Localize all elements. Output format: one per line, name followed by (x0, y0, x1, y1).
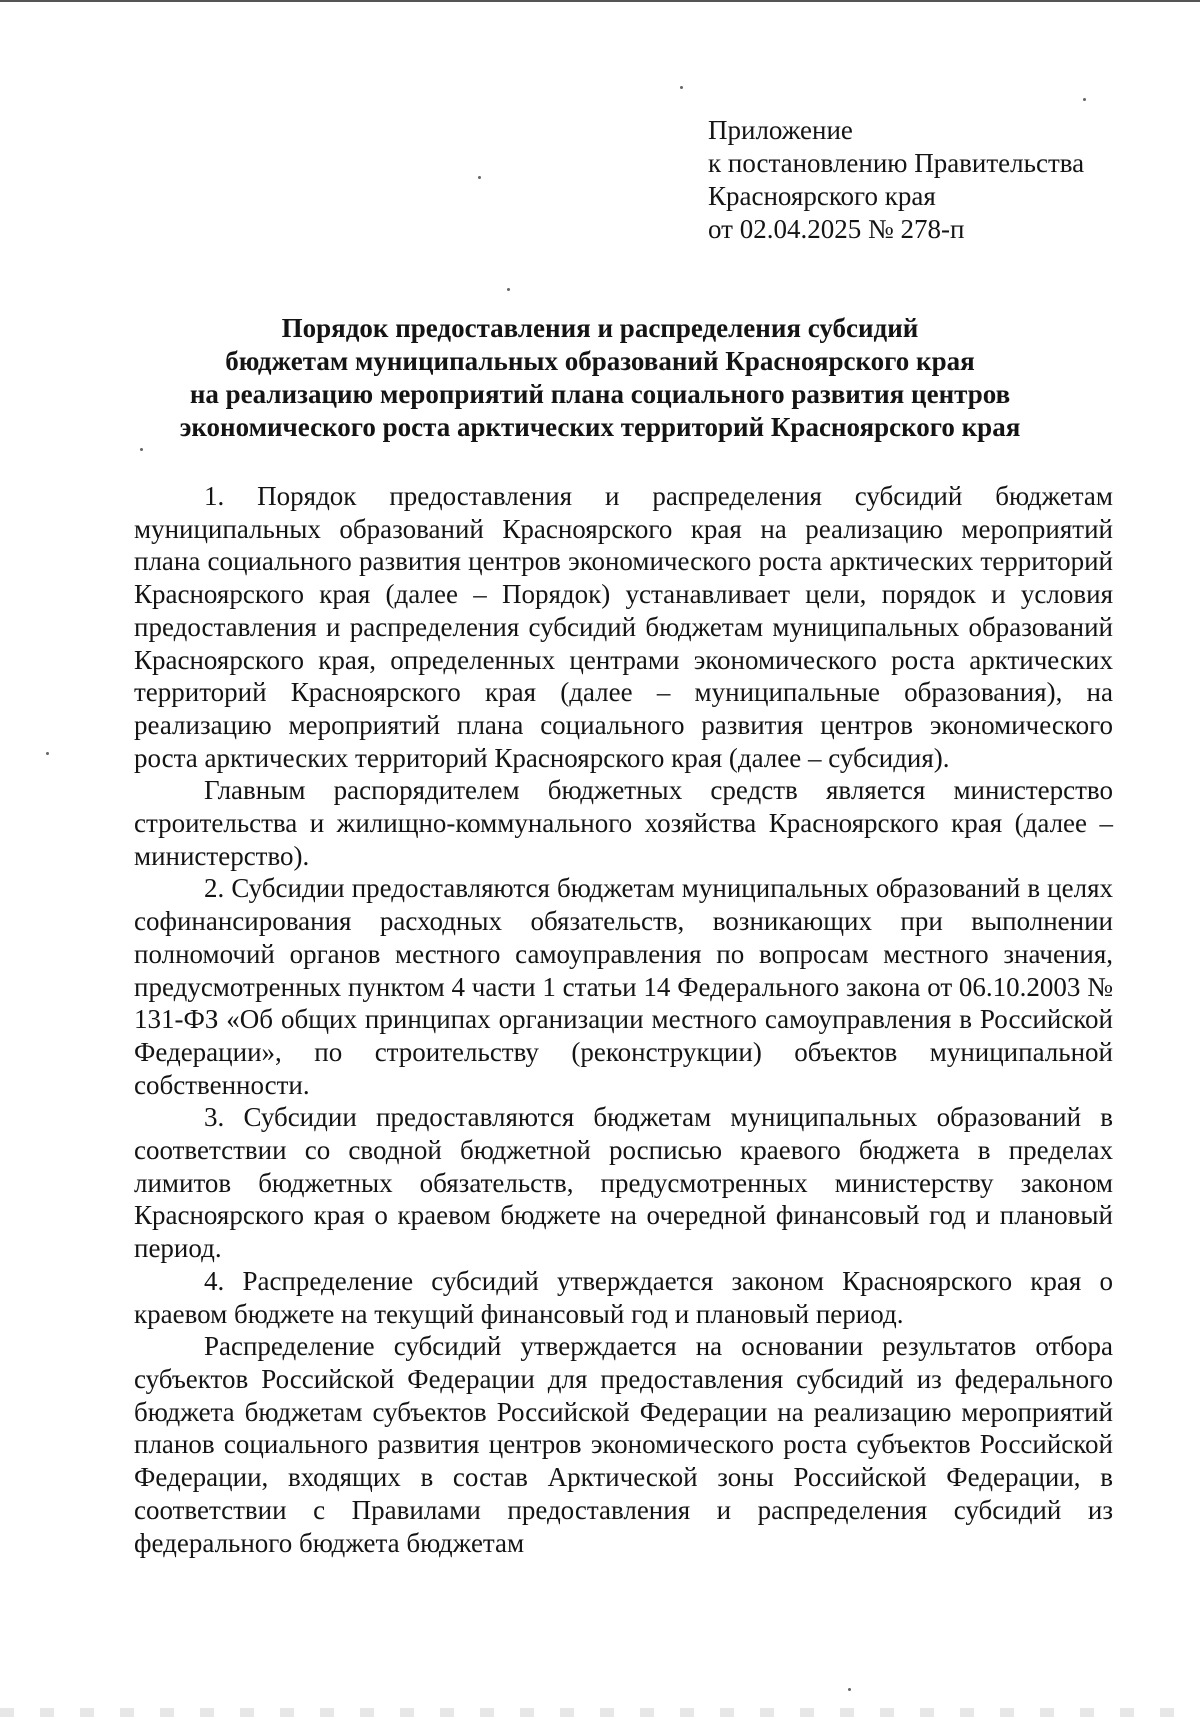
paragraph-1-continued: Главным распорядителем бюджетных средств является министерство строительства и жилищно-коммунального хозяйства Красноярского края (далее – министерство). (134, 775, 1113, 871)
appendix-block (708, 114, 1084, 246)
scan-speck (848, 1688, 851, 1691)
appendix-line: Приложение (708, 115, 853, 145)
appendix-line: от 02.04.2025 № 278-п (708, 214, 965, 244)
scan-speck (140, 448, 143, 451)
paragraph-4: 4. Распределение субсидий утверждается законом Красноярского края о краевом бюджете на текущий финансовый год и плановый период. (134, 1265, 1113, 1329)
scan-edge-line (0, 0, 1200, 2)
document-title (130, 312, 1070, 444)
title-line: на реализацию мероприятий плана социального развития центров (189, 379, 1011, 409)
paragraph-1: 1. Порядок предоставления и распределения субсидий бюджетам муниципальных образований Красноярского края на реализацию мероприятий плана социального развития центров экономического роста арктических территорий Красноярского края (далее – Порядок) устанавливает цели, порядок и условия предоставления и распределения субсидий бюджетам муниципальных образований Красноярского края, определенных центрами экономического роста арктических территорий Красноярского края (далее – муниципальные образования), на реализацию мероприятий плана социального развития центров экономического роста арктических территорий Красноярского края (далее – субсидия). (134, 481, 1113, 773)
title-line: экономического роста арктических территорий Красноярского края (179, 412, 1021, 442)
paragraph-2: 2. Субсидии предоставляются бюджетам муниципальных образований в целях софинансирования расходных обязательств, возникающих при выполнении полномочий органов местного самоуправления по вопросам местного значения, предусмотренных пунктом 4 части 1 статьи 14 Федерального закона от 06.10.2003 № 131-ФЗ «Об общих принципах организации местного самоуправления в Российской Федерации», по строительству (реконструкции) объектов муниципальной собственности. (134, 873, 1113, 1100)
document-body (134, 480, 1113, 1559)
scan-speck (1083, 98, 1086, 101)
scan-speck (478, 176, 481, 179)
paragraph-4-continued: Распределение субсидий утверждается на основании результатов отбора субъектов Российской Федерации для предоставления субсидий из федерального бюджета бюджетам субъектов Российской Федерации на реализацию мероприятий планов социального развития центров экономического роста субъектов Российской Федерации, входящих в состав Арктической зоны Российской Федерации, в соответствии с Правилами предоставления и распределения субсидий из федерального бюджета бюджетам (134, 1331, 1113, 1558)
title-line: Порядок предоставления и распределения субсидий (281, 313, 919, 343)
scan-edge-noise (0, 1708, 1200, 1717)
paragraph-3: 3. Субсидии предоставляются бюджетам муниципальных образований в соответствии со сводной бюджетной росписью краевого бюджета в пределах лимитов бюджетных обязательств, предусмотренных министерству законом Красноярского края о краевом бюджете на очередной финансовый год и плановый период. (134, 1102, 1113, 1264)
scan-speck (507, 288, 510, 291)
scan-speck (46, 752, 49, 755)
scan-speck (680, 86, 683, 89)
appendix-line: Красноярского края (708, 181, 936, 211)
title-line: бюджетам муниципальных образований Красноярского края (225, 346, 975, 376)
appendix-line: к постановлению Правительства (708, 148, 1085, 178)
